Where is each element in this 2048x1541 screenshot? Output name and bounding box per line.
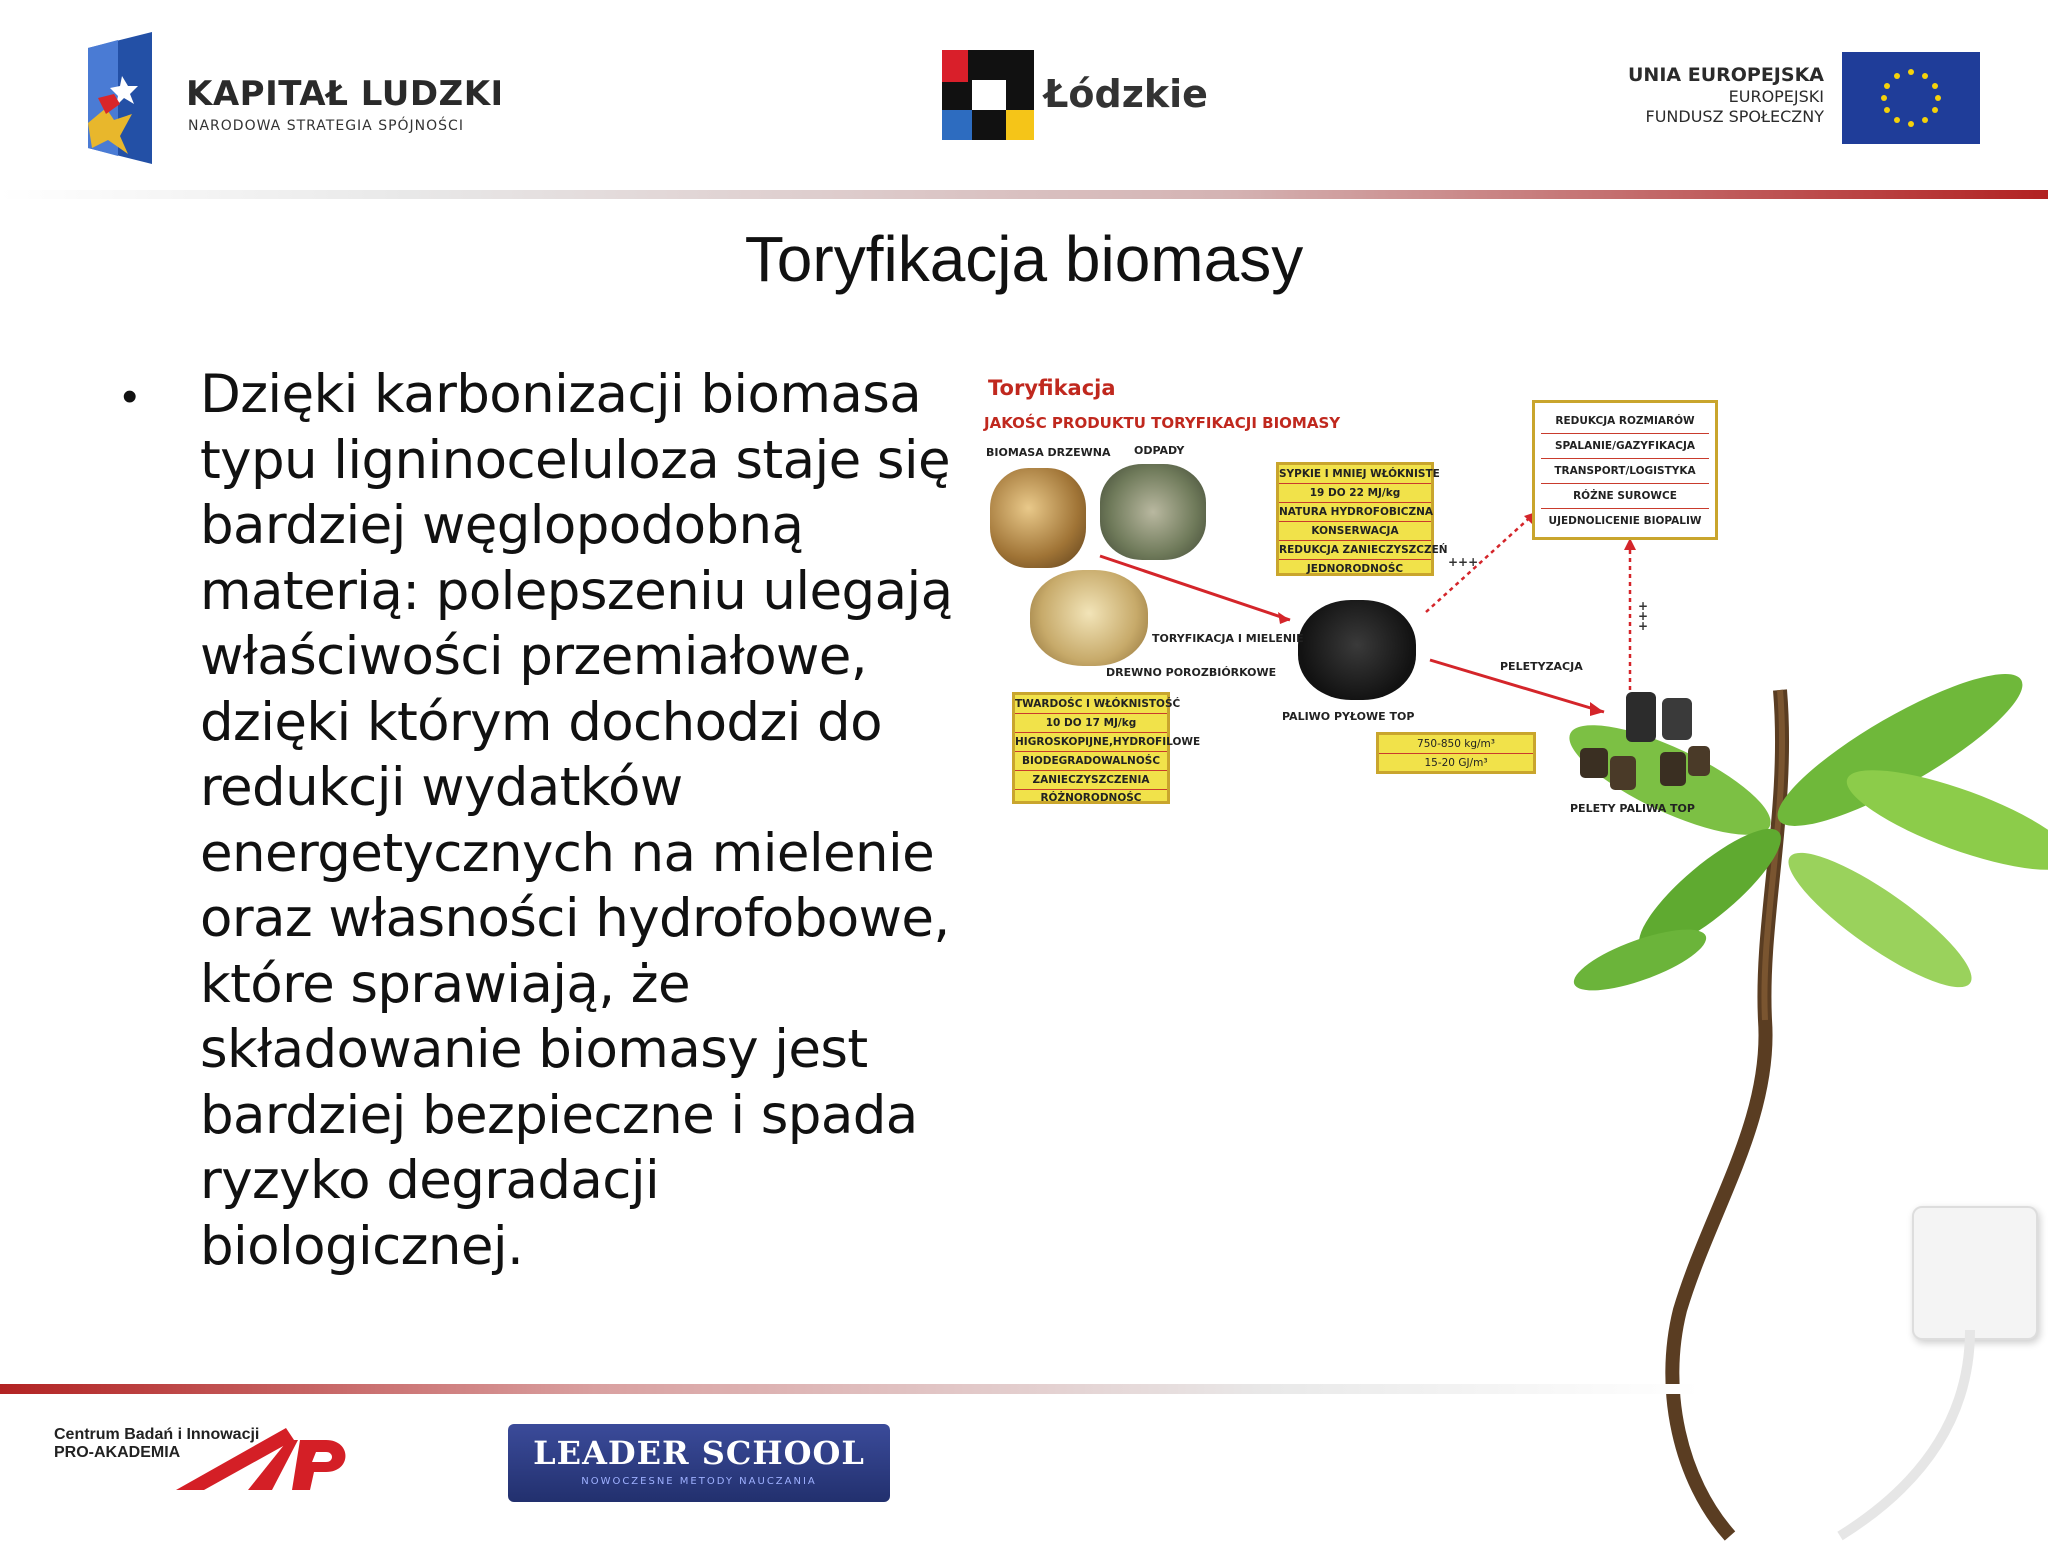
box-torrefied (1276, 462, 1448, 576)
box-right-row: REDUKCJA ROZMIARÓW (1541, 409, 1709, 434)
box-pellet-row: 750-850 kg/m³ (1379, 735, 1533, 754)
box-pellet-density (1376, 732, 1536, 774)
eu-line3: FUNDUSZ SPOŁECZNY (1645, 107, 1824, 126)
bullet-icon: • (122, 372, 138, 421)
cbi-line2: PRO-AKADEMIA (54, 1444, 181, 1461)
leader-school-title: LEADER SCHOOL (533, 1434, 865, 1472)
lodzkie-emblem-icon (942, 50, 1034, 140)
label-paliwo: PALIWO PYŁOWE TOP (1282, 710, 1415, 723)
box-raw-biomass (1012, 692, 1201, 804)
bullet-text: Dzięki karbonizacji biomasa typu ligninoceluloza staje się bardziej węglopodobną materią: polepszeniu ulegają właściwości przemiałowe, dzięki którym dochodzi do redukcji wydatków energetycznych na mielenie oraz własności hydrofobowe, które sprawiają, że składowanie biomasy jest bardziej bezpieczne i spada ryzyko degradacji biologicznej. (200, 364, 953, 1277)
wall-socket-icon (1912, 1206, 2038, 1340)
box-left-row: BIODEGRADOWALNOŚC (1015, 752, 1167, 771)
svg-text:+: + (1638, 619, 1649, 633)
box-left-row: 10 DO 17 MJ/kg (1015, 714, 1167, 733)
lodzkie-logo (942, 50, 1034, 140)
leader-school-logo (508, 1424, 890, 1502)
box-mid-row: 19 DO 22 MJ/kg (1279, 484, 1431, 503)
lodzkie-label: Łódzkie (1044, 72, 1208, 116)
diagram-title: Toryfikacja (988, 376, 1116, 400)
box-mid-row: KONSERWACJA (1279, 522, 1431, 541)
kapital-ludzki-title: KAPITAŁ LUDZKI (186, 74, 504, 114)
box-left-row: TWARDOŚC I WŁÓKNISTOŚĆ (1015, 695, 1167, 714)
label-peletyzacja: PELETYZACJA (1500, 660, 1583, 673)
box-left-row: HIGROSKOPIJNE,HYDROFILOWE (1015, 733, 1167, 752)
box-left-row: RÓŻNORODNOŚC (1040, 792, 1142, 804)
box-left-row: ZANIECZYSZCZENIA (1015, 771, 1167, 790)
label-pelety: PELETY PALIWA TOP (1570, 802, 1695, 815)
box-right-row: TRANSPORT/LOGISTYKA (1541, 459, 1709, 484)
eu-line1: UNIA EUROPEJSKA (1628, 64, 1824, 86)
label-toryfikacja: TORYFIKACJA I MIELENIE (1152, 632, 1304, 645)
header-divider (0, 190, 2048, 199)
footer-divider (0, 1384, 1700, 1394)
pro-akademia-logo-icon (176, 1420, 356, 1500)
diagram-subtitle: JAKOŚC PRODUKTU TORYFIKACJI BIOMASY (984, 414, 1341, 432)
box-pellet-row: 15-20 GJ/m³ (1424, 757, 1488, 769)
box-right-row: RÓŻNE SUROWCE (1541, 484, 1709, 509)
wood-chips-image (990, 468, 1086, 568)
box-mid-row: NATURA HYDROFOBICZNA (1279, 503, 1431, 522)
label-drewno: DREWNO POROZBIÓRKOWE (1106, 666, 1277, 679)
cable-icon (1780, 1330, 2000, 1536)
label-odpady: ODPADY (1134, 444, 1185, 457)
svg-text:+: + (1638, 609, 1649, 623)
kapital-ludzki-logo (80, 28, 190, 168)
box-right-row: SPALANIE/GAZYFIKACJA (1541, 434, 1709, 459)
slide-title: Toryfikacja biomasy (744, 223, 1304, 295)
box-mid-row: REDUKCJA ZANIECZYSZCZEŃ (1279, 541, 1431, 560)
kapital-ludzki-subtitle: NARODOWA STRATEGIA SPÓJNOŚCI (188, 118, 464, 134)
box-mid-row: SYPKIE I MNIEJ WŁÓKNISTE (1279, 465, 1431, 484)
svg-text:+: + (1638, 599, 1649, 613)
box-mid-row: JEDNORODNOŚC (1306, 563, 1404, 575)
cbi-line1: Centrum Badań i Innowacji (54, 1426, 260, 1443)
box-right-row: UJEDNOLICENIE BIOPALIW (1541, 509, 1709, 533)
svg-text:+++: +++ (1448, 555, 1479, 569)
leader-school-subtitle: NOWOCZESNE METODY NAUCZANIA (581, 1476, 817, 1487)
label-biomasa: BIOMASA DRZEWNA (986, 446, 1111, 459)
eu-flag-icon (1842, 52, 1980, 144)
box-benefits (1532, 400, 1718, 540)
eu-line2: EUROPEJSKI (1728, 87, 1824, 106)
kapital-ludzki-emblem-icon (80, 28, 190, 168)
